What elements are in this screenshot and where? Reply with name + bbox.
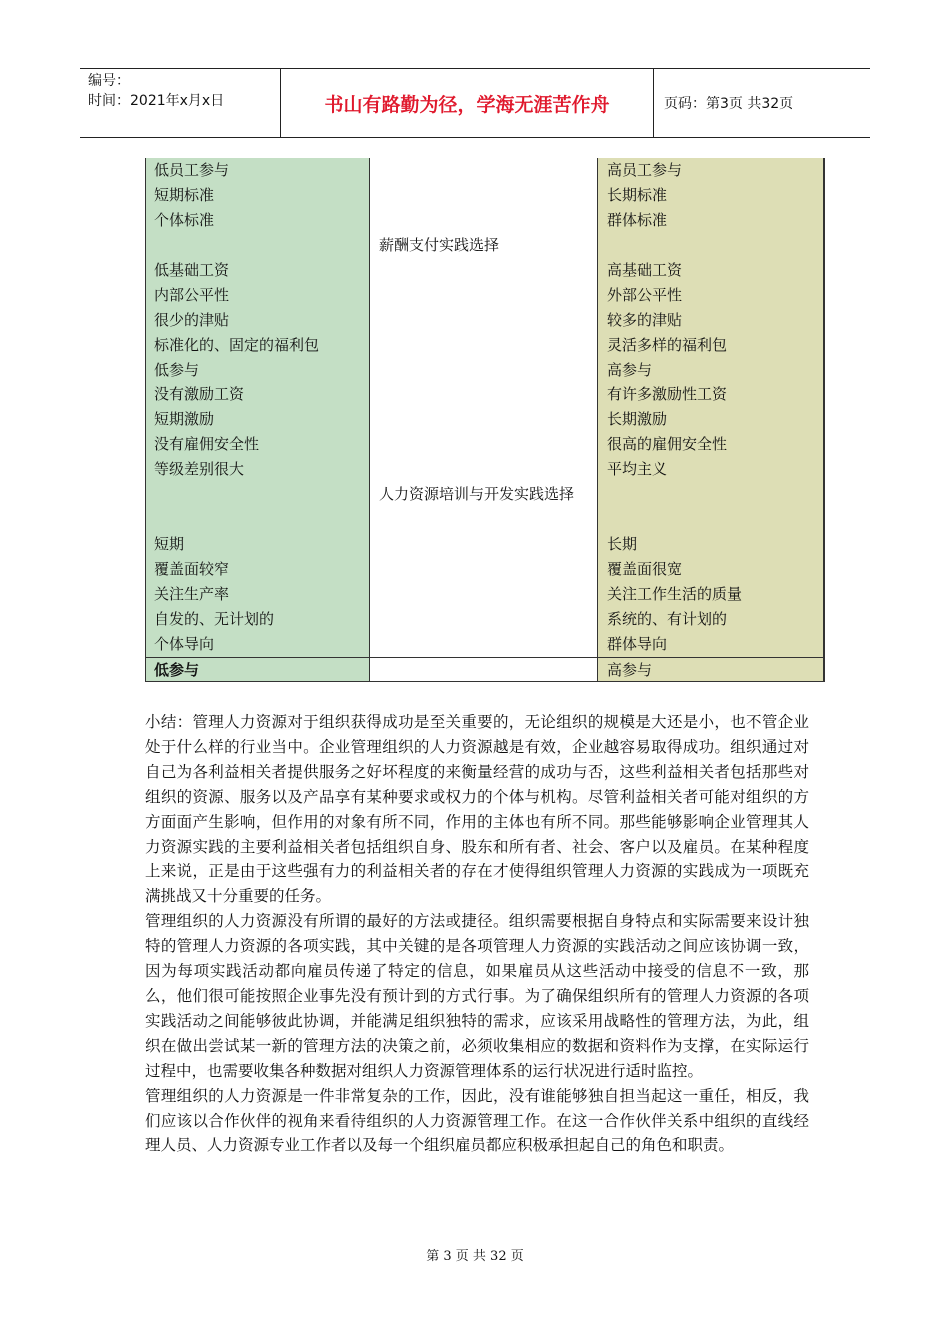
left-cell: 关注生产率 bbox=[154, 585, 230, 603]
right-last-cell: 高参与 bbox=[607, 661, 653, 679]
left-last-cell: 低参与 bbox=[154, 661, 200, 679]
right-cell: 有许多激励性工资 bbox=[607, 385, 728, 403]
table-row-divider bbox=[145, 657, 825, 658]
right-cell: 平均主义 bbox=[607, 460, 668, 478]
right-cell: 覆盖面很宽 bbox=[607, 560, 683, 578]
summary-paragraph: 管理组织的人力资源没有所谓的最好的方法或捷径。组织需要根据自身特点和实际需要来设计独特的管理人力资源的各项实践，其中关键的是各项管理人力资源的实践活动之间应该协调一致，因为每项实践活动都向雇员传递了特定的信息，如果雇员从这些活动中接受的信息不一致，那么，他们很可能按照企业事先没有预计到的方式行事。为了确保组织所有的管理人力资源的各项实践活动之间能够彼此协调，并能满足组织独特的需求，应该采用战略性的管理方法，为此，组织在做出尝试某一新的管理方法的决策之前，必须收集相应的数据和资料作为支撑，在实际运行过程中，也需要收集各种数据对组织人力资源管理体系的运行状况进行适时监控。 bbox=[145, 912, 809, 1080]
right-cell: 长期 bbox=[607, 535, 638, 553]
right-cell: 关注工作生活的质量 bbox=[607, 585, 743, 603]
header-page-info: 页码：第3页 共32页 bbox=[664, 96, 794, 112]
right-cell: 高员工参与 bbox=[607, 161, 683, 179]
serial-label: 编号： bbox=[88, 73, 130, 89]
left-cell: 自发的、无计划的 bbox=[154, 610, 275, 628]
left-cell: 很少的津贴 bbox=[154, 311, 230, 329]
header-motto: 书山有路勤为径，学海无涯苦作舟 bbox=[281, 69, 654, 137]
left-cell: 没有雇佣安全性 bbox=[154, 435, 260, 453]
right-cell: 高参与 bbox=[607, 361, 653, 379]
left-cell: 等级差别很大 bbox=[154, 460, 245, 478]
left-cell: 覆盖面较窄 bbox=[154, 560, 230, 578]
left-cell: 个体标准 bbox=[154, 211, 215, 229]
right-cell: 群体标准 bbox=[607, 211, 668, 229]
right-cell: 群体导向 bbox=[607, 635, 668, 653]
left-cell: 个体导向 bbox=[154, 635, 215, 653]
training-practice-label: 人力资源培训与开发实践选择 bbox=[379, 485, 575, 503]
right-cell: 较多的津贴 bbox=[607, 311, 683, 329]
left-cell: 短期 bbox=[154, 535, 185, 553]
left-cell: 短期激励 bbox=[154, 410, 215, 428]
summary-section bbox=[145, 710, 809, 1158]
right-column bbox=[598, 158, 825, 682]
left-cell: 没有激励工资 bbox=[154, 385, 245, 403]
left-cell: 低参与 bbox=[154, 361, 200, 379]
left-cell: 低员工参与 bbox=[154, 161, 230, 179]
right-cell: 灵活多样的福利包 bbox=[607, 336, 728, 354]
left-cell: 内部公平性 bbox=[154, 286, 230, 304]
left-cell: 短期标准 bbox=[154, 186, 215, 204]
header-meta bbox=[80, 69, 281, 137]
time-label: 时间：2021年x月x日 bbox=[88, 93, 225, 109]
middle-column bbox=[370, 158, 598, 682]
right-cell: 高基础工资 bbox=[607, 261, 683, 279]
summary-paragraph: 管理组织的人力资源是一件非常复杂的工作，因此，没有谁能够独自担当起这一重任，相反，我们应该以合作伙伴的视角来看待组织的人力资源管理工作。在这一合作伙伴关系中组织的直线经理人员、人力资源专业工作者以及每一个组织雇员都应积极承担起自己的角色和职责。 bbox=[145, 1086, 809, 1155]
practice-comparison-table bbox=[145, 158, 825, 682]
right-cell: 长期标准 bbox=[607, 186, 668, 204]
page-footer: 第 3 页 共 32 页 bbox=[426, 1249, 524, 1264]
left-cell: 标准化的、固定的福利包 bbox=[154, 336, 320, 354]
left-cell: 低基础工资 bbox=[154, 261, 230, 279]
table-bottom-border bbox=[145, 681, 825, 682]
page-header bbox=[80, 68, 870, 138]
right-cell: 长期激励 bbox=[607, 410, 668, 428]
right-cell: 很高的雇佣安全性 bbox=[607, 435, 728, 453]
left-column bbox=[145, 158, 370, 682]
right-cell: 外部公平性 bbox=[607, 286, 683, 304]
compensation-practice-label: 薪酬支付实践选择 bbox=[379, 236, 500, 254]
right-cell: 系统的、有计划的 bbox=[607, 610, 728, 628]
summary-paragraph: 小结：管理人力资源对于组织获得成功是至关重要的，无论组织的规模是大还是小，也不管企业处于什么样的行业当中。企业管理组织的人力资源越是有效，企业越容易取得成功。组织通过对自己为各利益相关者提供服务之好坏程度的来衡量经营的成功与否，这些利益相关者包括那些对组织的资源、服务以及产品享有某种要求或权力的个体与机构。尽管利益相关者可能对组织的方方面面产生影响，但作用的对象有所不同，作用的主体也有所不同。那些能够影响企业管理其人力资源实践的主要利益相关者包括组织自身、股东和所有者、社会、客户以及雇员。在某种程度上来说，正是由于这些强有力的利益相关者的存在才使得组织管理人力资源的实践成为一项既充满挑战又十分重要的任务。 bbox=[145, 713, 809, 906]
